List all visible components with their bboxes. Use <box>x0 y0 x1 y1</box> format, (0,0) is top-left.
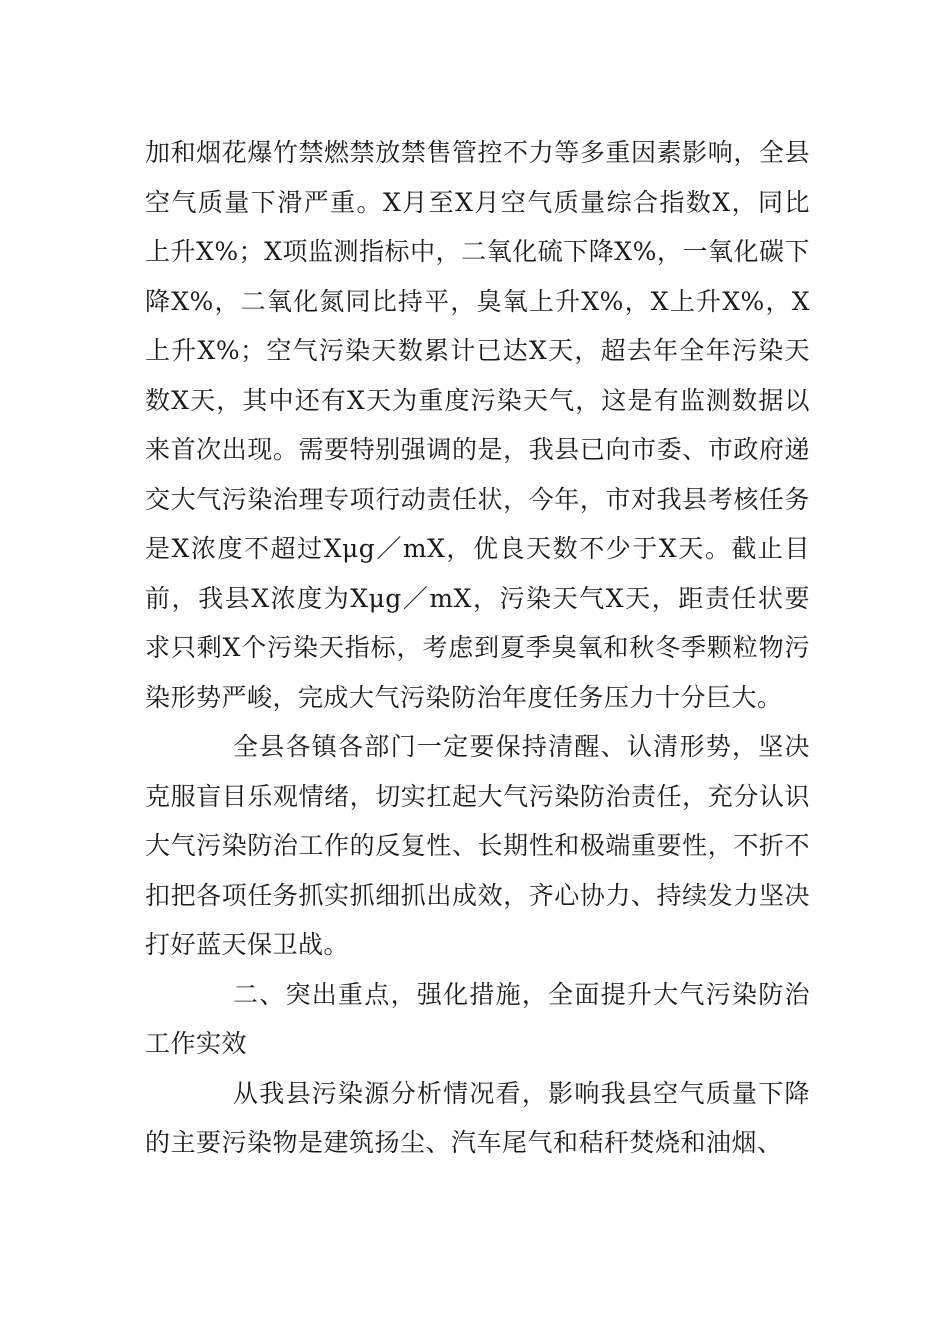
paragraph-pollution-sources: 从我县污染源分析情况看，影响我县空气质量下降的主要污染物是建筑扬尘、汽车尾气和秸秆焚烧和油烟、 <box>145 1078 810 1157</box>
paragraph-responsibility: 全县各镇各部门一定要保持清醒、认清形势，坚决克服盲目乐观情绪，切实扛起大气污染防治责任，充分认识大气污染防治工作的反复性、长期性和极端重要性，不折不扣把各项任务抓实抓细抓出成效，齐心协力、持续发力坚决打好蓝天保卫战。 <box>145 732 810 959</box>
document-body <box>145 128 810 1168</box>
section-heading-two: 二、突出重点，强化措施，全面提升大气污染防治工作实效 <box>145 979 810 1058</box>
paragraph-air-quality-status: 加和烟花爆竹禁燃禁放禁售管控不力等多重因素影响，全县空气质量下滑严重。X月至X月空气质量综合指数X，同比上升X%；X项监测指标中，二氧化硫下降X%，一氧化碳下降X%，二氧化氮同比持平，臭氧上升X%，X上升X%，X上升X%；空气污染天数累计已达X天，超去年全年污染天数X天，其中还有X天为重度污染天气，这是有监测数据以来首次出现。需要特别强调的是，我县已向市委、市政府递交大气污染治理专项行动责任状，今年，市对我县考核任务是X浓度不超过Xμg／mX，优良天数不少于X天。截止目前，我县X浓度为Xμg／mX，污染天气X天，距责任状要求只剩X个污染天指标，考虑到夏季臭氧和秋冬季颗粒物污染形势严峻，完成大气污染防治年度任务压力十分巨大。 <box>145 138 810 712</box>
